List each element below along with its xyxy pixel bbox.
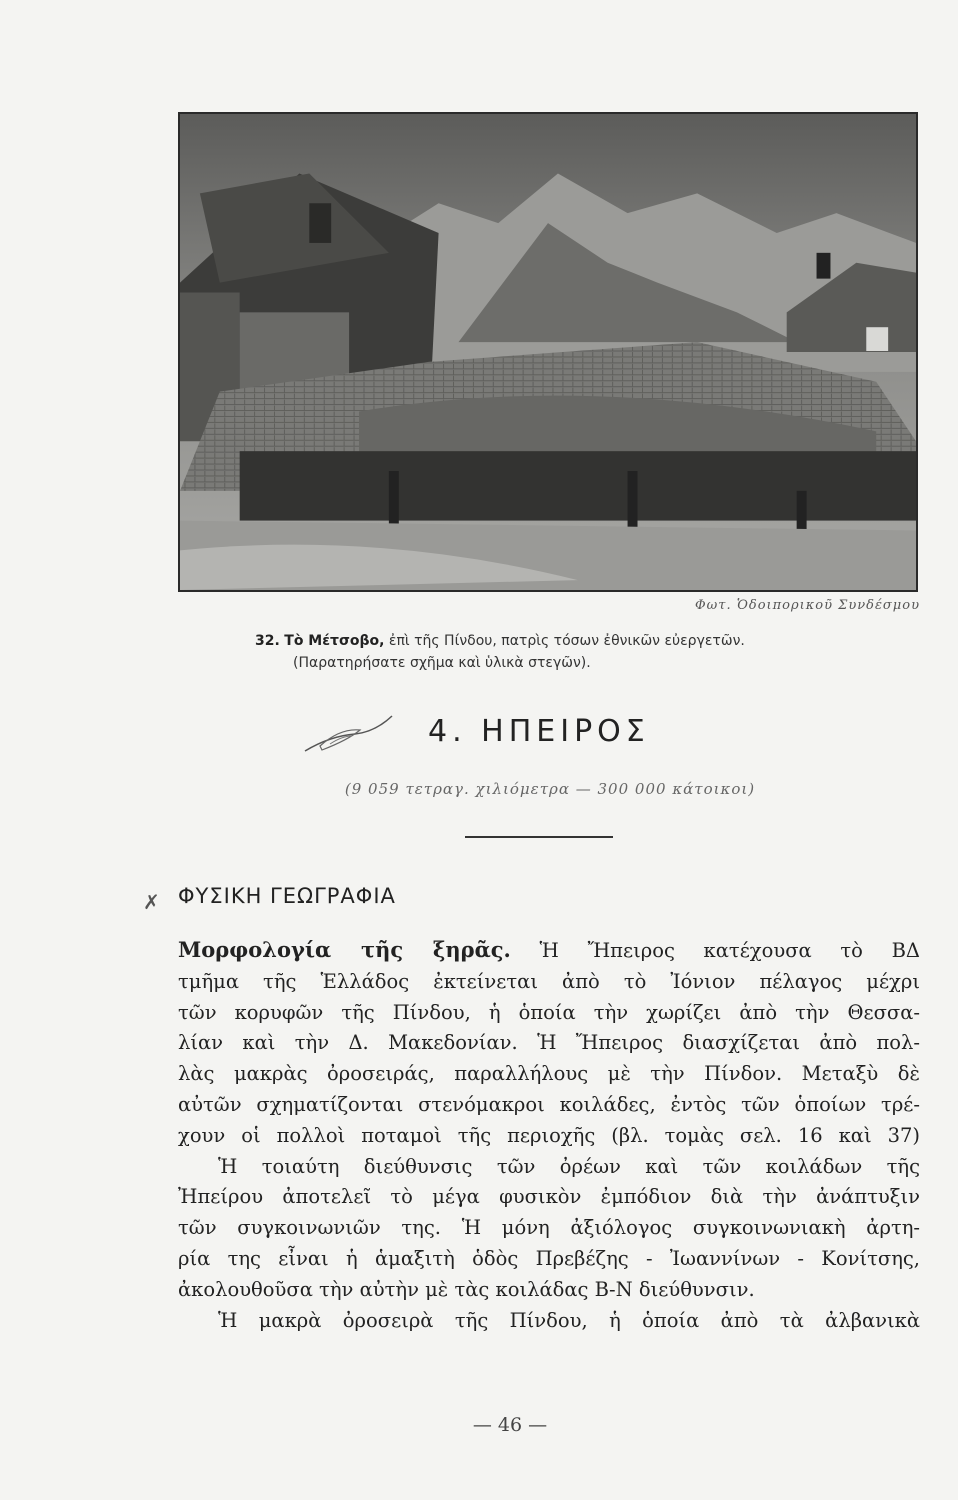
margin-annotation-mark: ✗ <box>143 890 160 914</box>
figure-caption-note: (Παρατηρήσατε σχῆμα καὶ ὑλικὰ στεγῶν). <box>293 655 591 671</box>
chapter-title: 4. ΗΠΕΙΡΟΣ <box>428 714 650 749</box>
body-line: τῶν συγκοινωνιῶν της. Ἡ μόνη ἀξιόλογος συγκοινωνιακὴ ἀρτη- <box>178 1216 920 1240</box>
village-rooftops-image <box>180 114 916 590</box>
body-line: λίαν καὶ τὴν Δ. Μακεδονίαν. Ἡ Ἤπειρος διασχίζεται ἀπὸ πολ- <box>178 1031 920 1055</box>
body-line: Ἡ μακρὰ ὀροσειρὰ τῆς Πίνδου, ἡ ὁποία ἀπὸ τὰ ἀλβανικὰ <box>218 1308 920 1332</box>
body-line: Μορφολογία τῆς ξηρᾶς. Ἡ Ἤπειρος κατέχουσα τὸ ΒΔ <box>178 937 920 962</box>
figure-caption <box>255 630 915 674</box>
body-line: τῶν κορυφῶν τῆς Πίνδου, ἡ ὁποία τὴν χωρίζει ἀπὸ τὴν Θεσσα- <box>178 1000 920 1024</box>
paragraph-lead-heading: Μορφολογία τῆς ξηρᾶς. <box>178 937 511 962</box>
figure-place-name: Τὸ Μέτσοβο, <box>284 633 385 649</box>
page-number: — 46 — <box>472 1414 548 1436</box>
body-line: χουν οἱ πολλοὶ ποταμοὶ τῆς περιοχῆς (βλ. τομὰς σελ. 16 καὶ 37) <box>178 1123 920 1147</box>
section-heading: ΦΥΣΙΚΗ ΓΕΩΓΡΑΦΙΑ <box>178 884 396 908</box>
quill-ornament-icon <box>300 706 395 766</box>
chapter-divider <box>465 836 613 838</box>
body-line: ρία της εἶναι ἡ ἁμαξιτὴ ὁδὸς Πρεβέζης - Ἰωαννίνων - Κονίτσης, <box>178 1246 920 1270</box>
photo-credit: Φωτ. Ὁδοιπορικοῦ Συνδέσμου <box>695 598 920 613</box>
body-line: ἀκολουθοῦσα τὴν αὐτὴν μὲ τὰς κοιλάδας Β-Ν διεύθυνσιν. <box>178 1277 755 1301</box>
body-line: Ἠπείρου ἀποτελεῖ τὸ μέγα φυσικὸν ἐμπόδιον διὰ τὴν ἀνάπτυξιν <box>178 1185 920 1209</box>
body-text <box>178 935 920 1336</box>
body-line: λὰς μακρὰς ὀροσειράς, παραλλήλους μὲ τὴν Πίνδον. Μεταξὺ δὲ <box>178 1062 920 1086</box>
figure-number: 32. <box>255 633 280 649</box>
figure-caption-text: ἐπὶ τῆς Πίνδου, πατρὶς τόσων ἐθνικῶν εὐεργετῶν. <box>388 633 745 649</box>
body-line: Ἡ τοιαύτη διεύθυνσις τῶν ὀρέων καὶ τῶν κοιλάδων τῆς <box>218 1154 920 1178</box>
body-line: αὐτῶν σχηματίζονται στενόμακροι κοιλάδες, ἐντὸς τῶν ὁποίων τρέ- <box>178 1092 920 1116</box>
body-line: τμῆμα τῆς Ἑλλάδος ἐκτείνεται ἀπὸ τὸ Ἰόνιον πέλαγος μέχρι <box>178 969 920 993</box>
chapter-statistics: (9 059 τετραγ. χιλιόμετρα — 300 000 κάτοικοι) <box>344 780 756 798</box>
metsovo-photograph <box>178 112 918 592</box>
